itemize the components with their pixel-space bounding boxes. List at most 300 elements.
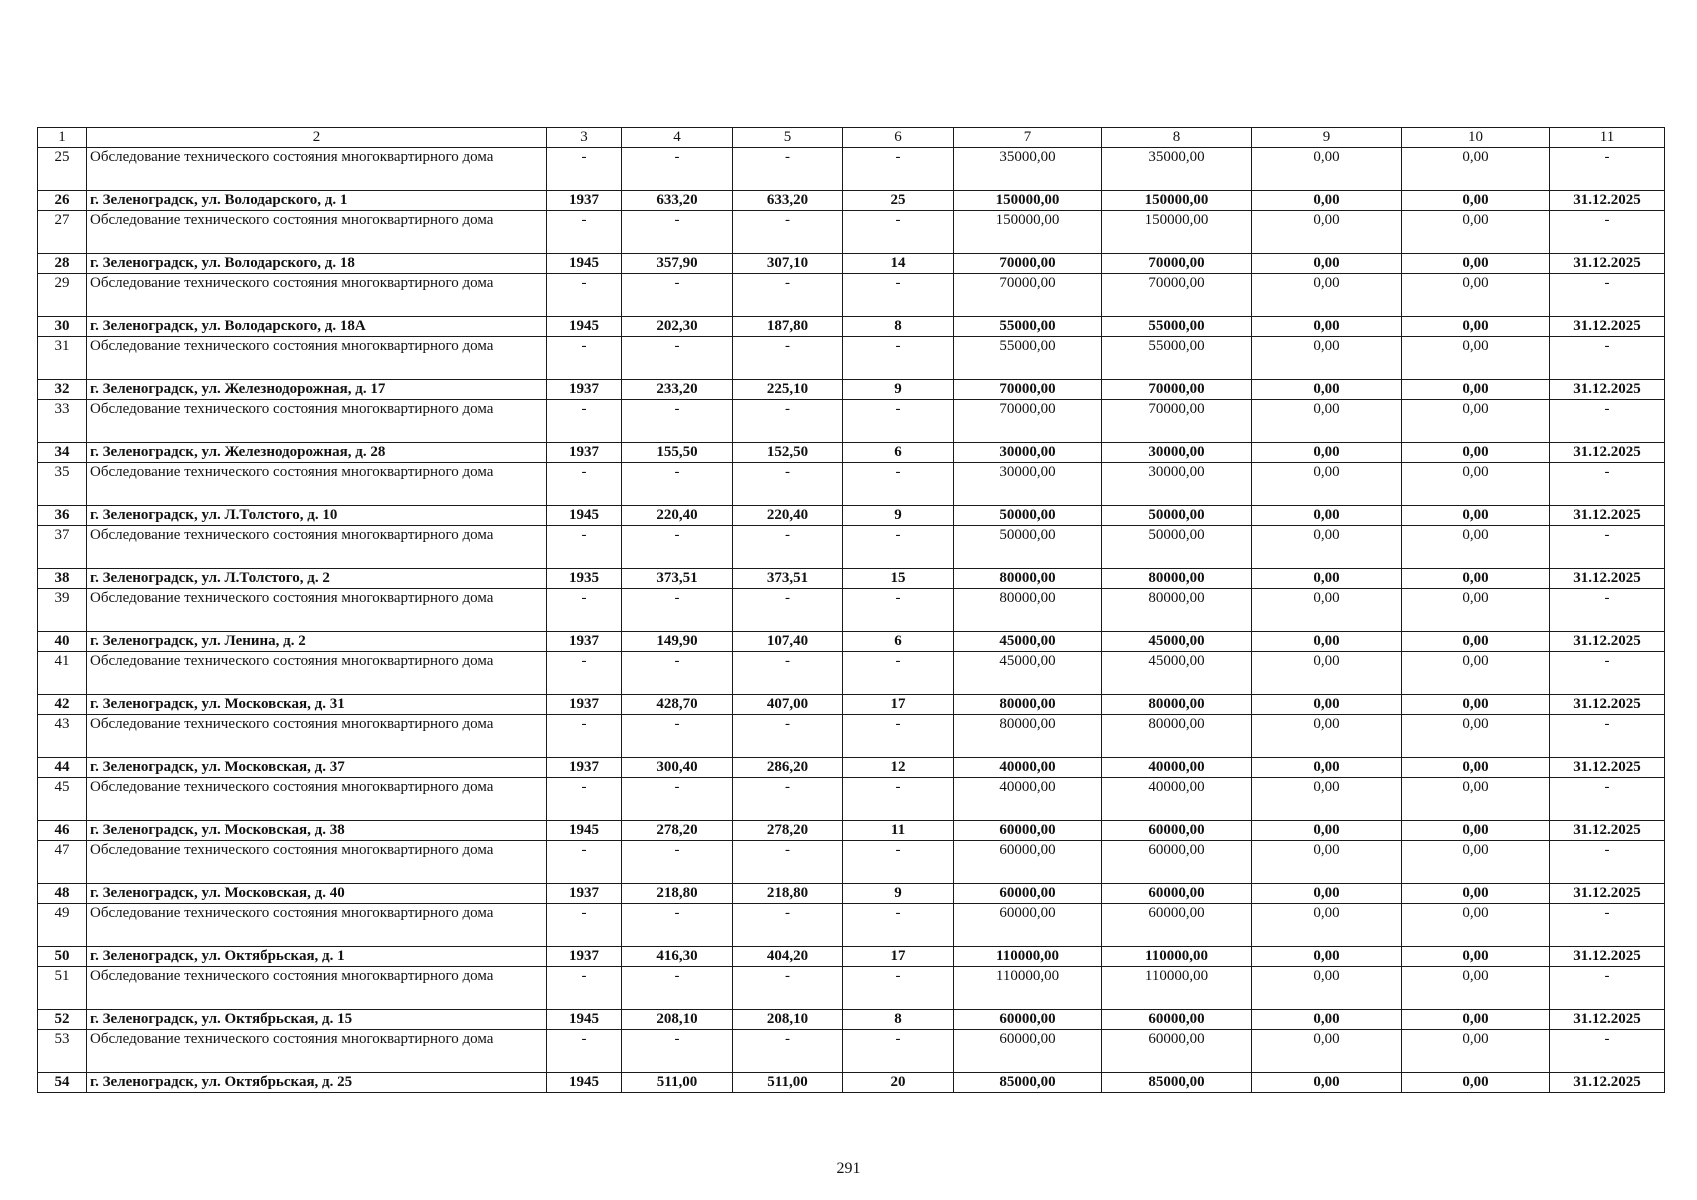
total-cost-cell: 30000,00	[954, 463, 1102, 506]
address-row	[38, 695, 1665, 715]
residents-cell: 9	[843, 506, 954, 526]
column-number-cell: 11	[1550, 128, 1665, 148]
budget-cost-cell: 0,00	[1252, 841, 1402, 884]
total-cost-cell: 80000,00	[954, 715, 1102, 758]
year-cell: 1945	[547, 1073, 622, 1093]
area-living-cell: -	[733, 589, 843, 632]
residents-cell: -	[843, 778, 954, 821]
register-table	[37, 127, 1665, 1093]
total-cost-cell: 40000,00	[954, 778, 1102, 821]
area-total-cell: -	[622, 778, 733, 821]
fund-cost-cell: 50000,00	[1102, 526, 1252, 569]
area-total-cell: 511,00	[622, 1073, 733, 1093]
deadline-cell: 31.12.2025	[1550, 632, 1665, 652]
area-living-cell: 404,20	[733, 947, 843, 967]
year-cell: -	[547, 526, 622, 569]
address-row	[38, 821, 1665, 841]
deadline-cell: -	[1550, 841, 1665, 884]
deadline-cell: -	[1550, 589, 1665, 632]
budget-cost-cell: 0,00	[1252, 400, 1402, 443]
deadline-cell: 31.12.2025	[1550, 821, 1665, 841]
total-cost-cell: 150000,00	[954, 191, 1102, 211]
work-row	[38, 337, 1665, 380]
area-living-cell: -	[733, 778, 843, 821]
year-cell: 1937	[547, 443, 622, 463]
budget-cost-cell: 0,00	[1252, 463, 1402, 506]
row-number-cell: 46	[38, 821, 87, 841]
budget-cost-cell: 0,00	[1252, 632, 1402, 652]
deadline-cell: 31.12.2025	[1550, 569, 1665, 589]
budget-cost-cell: 0,00	[1252, 569, 1402, 589]
deadline-cell: 31.12.2025	[1550, 758, 1665, 778]
address-row	[38, 317, 1665, 337]
total-cost-cell: 55000,00	[954, 337, 1102, 380]
description-cell: Обследование технического состояния многоквартирного дома	[87, 274, 547, 317]
budget-cost-cell: 0,00	[1252, 191, 1402, 211]
area-total-cell: 416,30	[622, 947, 733, 967]
description-cell: Обследование технического состояния многоквартирного дома	[87, 148, 547, 191]
residents-cell: 8	[843, 1010, 954, 1030]
area-living-cell: -	[733, 337, 843, 380]
row-number-cell: 52	[38, 1010, 87, 1030]
description-cell: г. Зеленоградск, ул. Л.Толстого, д. 10	[87, 506, 547, 526]
fund-cost-cell: 150000,00	[1102, 191, 1252, 211]
fund-cost-cell: 55000,00	[1102, 337, 1252, 380]
owners-cost-cell: 0,00	[1402, 1073, 1550, 1093]
year-cell: 1945	[547, 254, 622, 274]
year-cell: -	[547, 841, 622, 884]
budget-cost-cell: 0,00	[1252, 254, 1402, 274]
area-total-cell: -	[622, 400, 733, 443]
area-total-cell: -	[622, 274, 733, 317]
owners-cost-cell: 0,00	[1402, 884, 1550, 904]
year-cell: 1937	[547, 947, 622, 967]
area-total-cell: 218,80	[622, 884, 733, 904]
fund-cost-cell: 70000,00	[1102, 380, 1252, 400]
description-cell: г. Зеленоградск, ул. Московская, д. 37	[87, 758, 547, 778]
total-cost-cell: 110000,00	[954, 947, 1102, 967]
owners-cost-cell: 0,00	[1402, 1010, 1550, 1030]
year-cell: -	[547, 1030, 622, 1073]
area-living-cell: 286,20	[733, 758, 843, 778]
area-total-cell: -	[622, 652, 733, 695]
owners-cost-cell: 0,00	[1402, 632, 1550, 652]
deadline-cell: -	[1550, 967, 1665, 1010]
description-cell: Обследование технического состояния многоквартирного дома	[87, 967, 547, 1010]
owners-cost-cell: 0,00	[1402, 463, 1550, 506]
row-number-cell: 34	[38, 443, 87, 463]
year-cell: 1945	[547, 506, 622, 526]
deadline-cell: -	[1550, 715, 1665, 758]
residents-cell: -	[843, 1030, 954, 1073]
description-cell: г. Зеленоградск, ул. Володарского, д. 18	[87, 254, 547, 274]
budget-cost-cell: 0,00	[1252, 148, 1402, 191]
total-cost-cell: 45000,00	[954, 652, 1102, 695]
area-living-cell: 208,10	[733, 1010, 843, 1030]
fund-cost-cell: 80000,00	[1102, 715, 1252, 758]
deadline-cell: 31.12.2025	[1550, 380, 1665, 400]
area-living-cell: 220,40	[733, 506, 843, 526]
year-cell: -	[547, 967, 622, 1010]
row-number-cell: 41	[38, 652, 87, 695]
budget-cost-cell: 0,00	[1252, 274, 1402, 317]
total-cost-cell: 70000,00	[954, 380, 1102, 400]
area-total-cell: 357,90	[622, 254, 733, 274]
fund-cost-cell: 60000,00	[1102, 821, 1252, 841]
budget-cost-cell: 0,00	[1252, 884, 1402, 904]
fund-cost-cell: 45000,00	[1102, 632, 1252, 652]
budget-cost-cell: 0,00	[1252, 443, 1402, 463]
column-number-row	[38, 128, 1665, 148]
row-number-cell: 45	[38, 778, 87, 821]
year-cell: 1937	[547, 695, 622, 715]
address-row	[38, 632, 1665, 652]
fund-cost-cell: 150000,00	[1102, 211, 1252, 254]
fund-cost-cell: 60000,00	[1102, 884, 1252, 904]
area-total-cell: -	[622, 526, 733, 569]
description-cell: Обследование технического состояния многоквартирного дома	[87, 337, 547, 380]
residents-cell: -	[843, 526, 954, 569]
row-number-cell: 26	[38, 191, 87, 211]
total-cost-cell: 60000,00	[954, 884, 1102, 904]
fund-cost-cell: 45000,00	[1102, 652, 1252, 695]
residents-cell: 9	[843, 884, 954, 904]
area-total-cell: -	[622, 211, 733, 254]
row-number-cell: 28	[38, 254, 87, 274]
deadline-cell: -	[1550, 274, 1665, 317]
area-living-cell: 633,20	[733, 191, 843, 211]
residents-cell: 11	[843, 821, 954, 841]
description-cell: Обследование технического состояния многоквартирного дома	[87, 211, 547, 254]
area-total-cell: 428,70	[622, 695, 733, 715]
address-row	[38, 569, 1665, 589]
fund-cost-cell: 60000,00	[1102, 904, 1252, 947]
year-cell: 1945	[547, 317, 622, 337]
budget-cost-cell: 0,00	[1252, 715, 1402, 758]
owners-cost-cell: 0,00	[1402, 841, 1550, 884]
column-number-cell: 5	[733, 128, 843, 148]
deadline-cell: -	[1550, 211, 1665, 254]
residents-cell: 20	[843, 1073, 954, 1093]
area-living-cell: -	[733, 211, 843, 254]
row-number-cell: 38	[38, 569, 87, 589]
area-total-cell: 202,30	[622, 317, 733, 337]
fund-cost-cell: 70000,00	[1102, 254, 1252, 274]
year-cell: -	[547, 211, 622, 254]
area-total-cell: -	[622, 715, 733, 758]
budget-cost-cell: 0,00	[1252, 380, 1402, 400]
area-living-cell: 152,50	[733, 443, 843, 463]
area-total-cell: 208,10	[622, 1010, 733, 1030]
residents-cell: -	[843, 211, 954, 254]
row-number-cell: 49	[38, 904, 87, 947]
description-cell: Обследование технического состояния многоквартирного дома	[87, 652, 547, 695]
residents-cell: 9	[843, 380, 954, 400]
deadline-cell: -	[1550, 904, 1665, 947]
area-total-cell: -	[622, 1030, 733, 1073]
owners-cost-cell: 0,00	[1402, 947, 1550, 967]
total-cost-cell: 60000,00	[954, 1030, 1102, 1073]
budget-cost-cell: 0,00	[1252, 1010, 1402, 1030]
owners-cost-cell: 0,00	[1402, 274, 1550, 317]
work-row	[38, 589, 1665, 632]
address-row	[38, 380, 1665, 400]
area-total-cell: 373,51	[622, 569, 733, 589]
fund-cost-cell: 110000,00	[1102, 967, 1252, 1010]
owners-cost-cell: 0,00	[1402, 967, 1550, 1010]
work-row	[38, 274, 1665, 317]
fund-cost-cell: 30000,00	[1102, 443, 1252, 463]
budget-cost-cell: 0,00	[1252, 337, 1402, 380]
year-cell: 1937	[547, 380, 622, 400]
total-cost-cell: 60000,00	[954, 821, 1102, 841]
residents-cell: 17	[843, 695, 954, 715]
area-living-cell: -	[733, 400, 843, 443]
area-total-cell: -	[622, 841, 733, 884]
row-number-cell: 39	[38, 589, 87, 632]
work-row	[38, 652, 1665, 695]
year-cell: 1945	[547, 1010, 622, 1030]
area-total-cell: -	[622, 337, 733, 380]
row-number-cell: 53	[38, 1030, 87, 1073]
column-number-cell: 1	[38, 128, 87, 148]
owners-cost-cell: 0,00	[1402, 1030, 1550, 1073]
deadline-cell: 31.12.2025	[1550, 443, 1665, 463]
fund-cost-cell: 110000,00	[1102, 947, 1252, 967]
area-living-cell: -	[733, 148, 843, 191]
description-cell: Обследование технического состояния многоквартирного дома	[87, 715, 547, 758]
row-number-cell: 47	[38, 841, 87, 884]
fund-cost-cell: 80000,00	[1102, 569, 1252, 589]
budget-cost-cell: 0,00	[1252, 695, 1402, 715]
residents-cell: -	[843, 274, 954, 317]
row-number-cell: 30	[38, 317, 87, 337]
year-cell: 1937	[547, 758, 622, 778]
total-cost-cell: 70000,00	[954, 254, 1102, 274]
description-cell: г. Зеленоградск, ул. Железнодорожная, д. 28	[87, 443, 547, 463]
budget-cost-cell: 0,00	[1252, 211, 1402, 254]
total-cost-cell: 50000,00	[954, 526, 1102, 569]
row-number-cell: 54	[38, 1073, 87, 1093]
description-cell: г. Зеленоградск, ул. Московская, д. 40	[87, 884, 547, 904]
column-number-cell: 3	[547, 128, 622, 148]
year-cell: 1935	[547, 569, 622, 589]
column-number-cell: 10	[1402, 128, 1550, 148]
residents-cell: -	[843, 904, 954, 947]
area-living-cell: -	[733, 274, 843, 317]
deadline-cell: 31.12.2025	[1550, 506, 1665, 526]
work-row	[38, 211, 1665, 254]
total-cost-cell: 40000,00	[954, 758, 1102, 778]
residents-cell: -	[843, 841, 954, 884]
owners-cost-cell: 0,00	[1402, 191, 1550, 211]
residents-cell: 15	[843, 569, 954, 589]
deadline-cell: -	[1550, 148, 1665, 191]
owners-cost-cell: 0,00	[1402, 506, 1550, 526]
area-living-cell: -	[733, 904, 843, 947]
residents-cell: 12	[843, 758, 954, 778]
row-number-cell: 25	[38, 148, 87, 191]
row-number-cell: 42	[38, 695, 87, 715]
total-cost-cell: 150000,00	[954, 211, 1102, 254]
area-total-cell: -	[622, 904, 733, 947]
fund-cost-cell: 80000,00	[1102, 695, 1252, 715]
total-cost-cell: 80000,00	[954, 569, 1102, 589]
fund-cost-cell: 80000,00	[1102, 589, 1252, 632]
budget-cost-cell: 0,00	[1252, 947, 1402, 967]
deadline-cell: -	[1550, 778, 1665, 821]
residents-cell: -	[843, 400, 954, 443]
fund-cost-cell: 55000,00	[1102, 317, 1252, 337]
year-cell: -	[547, 400, 622, 443]
work-row	[38, 904, 1665, 947]
owners-cost-cell: 0,00	[1402, 443, 1550, 463]
column-number-cell: 8	[1102, 128, 1252, 148]
description-cell: Обследование технического состояния многоквартирного дома	[87, 778, 547, 821]
owners-cost-cell: 0,00	[1402, 904, 1550, 947]
residents-cell: 17	[843, 947, 954, 967]
row-number-cell: 33	[38, 400, 87, 443]
budget-cost-cell: 0,00	[1252, 526, 1402, 569]
description-cell: Обследование технического состояния многоквартирного дома	[87, 589, 547, 632]
area-living-cell: 407,00	[733, 695, 843, 715]
area-total-cell: 155,50	[622, 443, 733, 463]
page-number: 291	[836, 1160, 861, 1177]
owners-cost-cell: 0,00	[1402, 569, 1550, 589]
area-living-cell: 187,80	[733, 317, 843, 337]
area-total-cell: -	[622, 967, 733, 1010]
work-row	[38, 841, 1665, 884]
row-number-cell: 43	[38, 715, 87, 758]
owners-cost-cell: 0,00	[1402, 337, 1550, 380]
area-living-cell: -	[733, 652, 843, 695]
area-living-cell: 218,80	[733, 884, 843, 904]
address-row	[38, 1073, 1665, 1093]
fund-cost-cell: 70000,00	[1102, 274, 1252, 317]
area-total-cell: 220,40	[622, 506, 733, 526]
total-cost-cell: 35000,00	[954, 148, 1102, 191]
area-living-cell: -	[733, 841, 843, 884]
area-living-cell: 511,00	[733, 1073, 843, 1093]
address-row	[38, 254, 1665, 274]
description-cell: г. Зеленоградск, ул. Октябрьская, д. 1	[87, 947, 547, 967]
address-row	[38, 884, 1665, 904]
deadline-cell: 31.12.2025	[1550, 191, 1665, 211]
deadline-cell: 31.12.2025	[1550, 1010, 1665, 1030]
fund-cost-cell: 70000,00	[1102, 400, 1252, 443]
area-living-cell: 373,51	[733, 569, 843, 589]
work-row	[38, 148, 1665, 191]
area-total-cell: -	[622, 463, 733, 506]
deadline-cell: -	[1550, 400, 1665, 443]
description-cell: г. Зеленоградск, ул. Л.Толстого, д. 2	[87, 569, 547, 589]
total-cost-cell: 60000,00	[954, 841, 1102, 884]
fund-cost-cell: 60000,00	[1102, 1030, 1252, 1073]
fund-cost-cell: 60000,00	[1102, 1010, 1252, 1030]
deadline-cell: 31.12.2025	[1550, 695, 1665, 715]
budget-cost-cell: 0,00	[1252, 758, 1402, 778]
description-cell: Обследование технического состояния многоквартирного дома	[87, 904, 547, 947]
budget-cost-cell: 0,00	[1252, 904, 1402, 947]
total-cost-cell: 45000,00	[954, 632, 1102, 652]
residents-cell: -	[843, 148, 954, 191]
owners-cost-cell: 0,00	[1402, 254, 1550, 274]
owners-cost-cell: 0,00	[1402, 652, 1550, 695]
deadline-cell: -	[1550, 337, 1665, 380]
budget-cost-cell: 0,00	[1252, 778, 1402, 821]
column-number-cell: 6	[843, 128, 954, 148]
row-number-cell: 44	[38, 758, 87, 778]
area-total-cell: 233,20	[622, 380, 733, 400]
row-number-cell: 29	[38, 274, 87, 317]
work-row	[38, 463, 1665, 506]
total-cost-cell: 70000,00	[954, 274, 1102, 317]
budget-cost-cell: 0,00	[1252, 967, 1402, 1010]
description-cell: г. Зеленоградск, ул. Володарского, д. 18А	[87, 317, 547, 337]
budget-cost-cell: 0,00	[1252, 317, 1402, 337]
owners-cost-cell: 0,00	[1402, 211, 1550, 254]
residents-cell: -	[843, 463, 954, 506]
year-cell: -	[547, 652, 622, 695]
year-cell: -	[547, 715, 622, 758]
total-cost-cell: 80000,00	[954, 695, 1102, 715]
row-number-cell: 36	[38, 506, 87, 526]
owners-cost-cell: 0,00	[1402, 400, 1550, 443]
area-living-cell: -	[733, 1030, 843, 1073]
total-cost-cell: 85000,00	[954, 1073, 1102, 1093]
row-number-cell: 37	[38, 526, 87, 569]
owners-cost-cell: 0,00	[1402, 589, 1550, 632]
year-cell: -	[547, 589, 622, 632]
owners-cost-cell: 0,00	[1402, 695, 1550, 715]
total-cost-cell: 60000,00	[954, 1010, 1102, 1030]
deadline-cell: -	[1550, 463, 1665, 506]
fund-cost-cell: 35000,00	[1102, 148, 1252, 191]
description-cell: г. Зеленоградск, ул. Володарского, д. 1	[87, 191, 547, 211]
deadline-cell: -	[1550, 1030, 1665, 1073]
area-living-cell: -	[733, 526, 843, 569]
description-cell: г. Зеленоградск, ул. Октябрьская, д. 15	[87, 1010, 547, 1030]
row-number-cell: 51	[38, 967, 87, 1010]
budget-cost-cell: 0,00	[1252, 1030, 1402, 1073]
area-living-cell: 278,20	[733, 821, 843, 841]
year-cell: 1937	[547, 191, 622, 211]
area-living-cell: -	[733, 715, 843, 758]
work-row	[38, 526, 1665, 569]
year-cell: 1937	[547, 632, 622, 652]
residents-cell: 25	[843, 191, 954, 211]
budget-cost-cell: 0,00	[1252, 589, 1402, 632]
deadline-cell: 31.12.2025	[1550, 1073, 1665, 1093]
address-row	[38, 506, 1665, 526]
year-cell: -	[547, 904, 622, 947]
owners-cost-cell: 0,00	[1402, 526, 1550, 569]
budget-cost-cell: 0,00	[1252, 821, 1402, 841]
description-cell: г. Зеленоградск, ул. Московская, д. 38	[87, 821, 547, 841]
residents-cell: -	[843, 967, 954, 1010]
column-number-cell: 2	[87, 128, 547, 148]
row-number-cell: 32	[38, 380, 87, 400]
description-cell: г. Зеленоградск, ул. Ленина, д. 2	[87, 632, 547, 652]
total-cost-cell: 60000,00	[954, 904, 1102, 947]
total-cost-cell: 50000,00	[954, 506, 1102, 526]
address-row	[38, 443, 1665, 463]
owners-cost-cell: 0,00	[1402, 758, 1550, 778]
residents-cell: 8	[843, 317, 954, 337]
year-cell: -	[547, 274, 622, 317]
fund-cost-cell: 30000,00	[1102, 463, 1252, 506]
row-number-cell: 48	[38, 884, 87, 904]
